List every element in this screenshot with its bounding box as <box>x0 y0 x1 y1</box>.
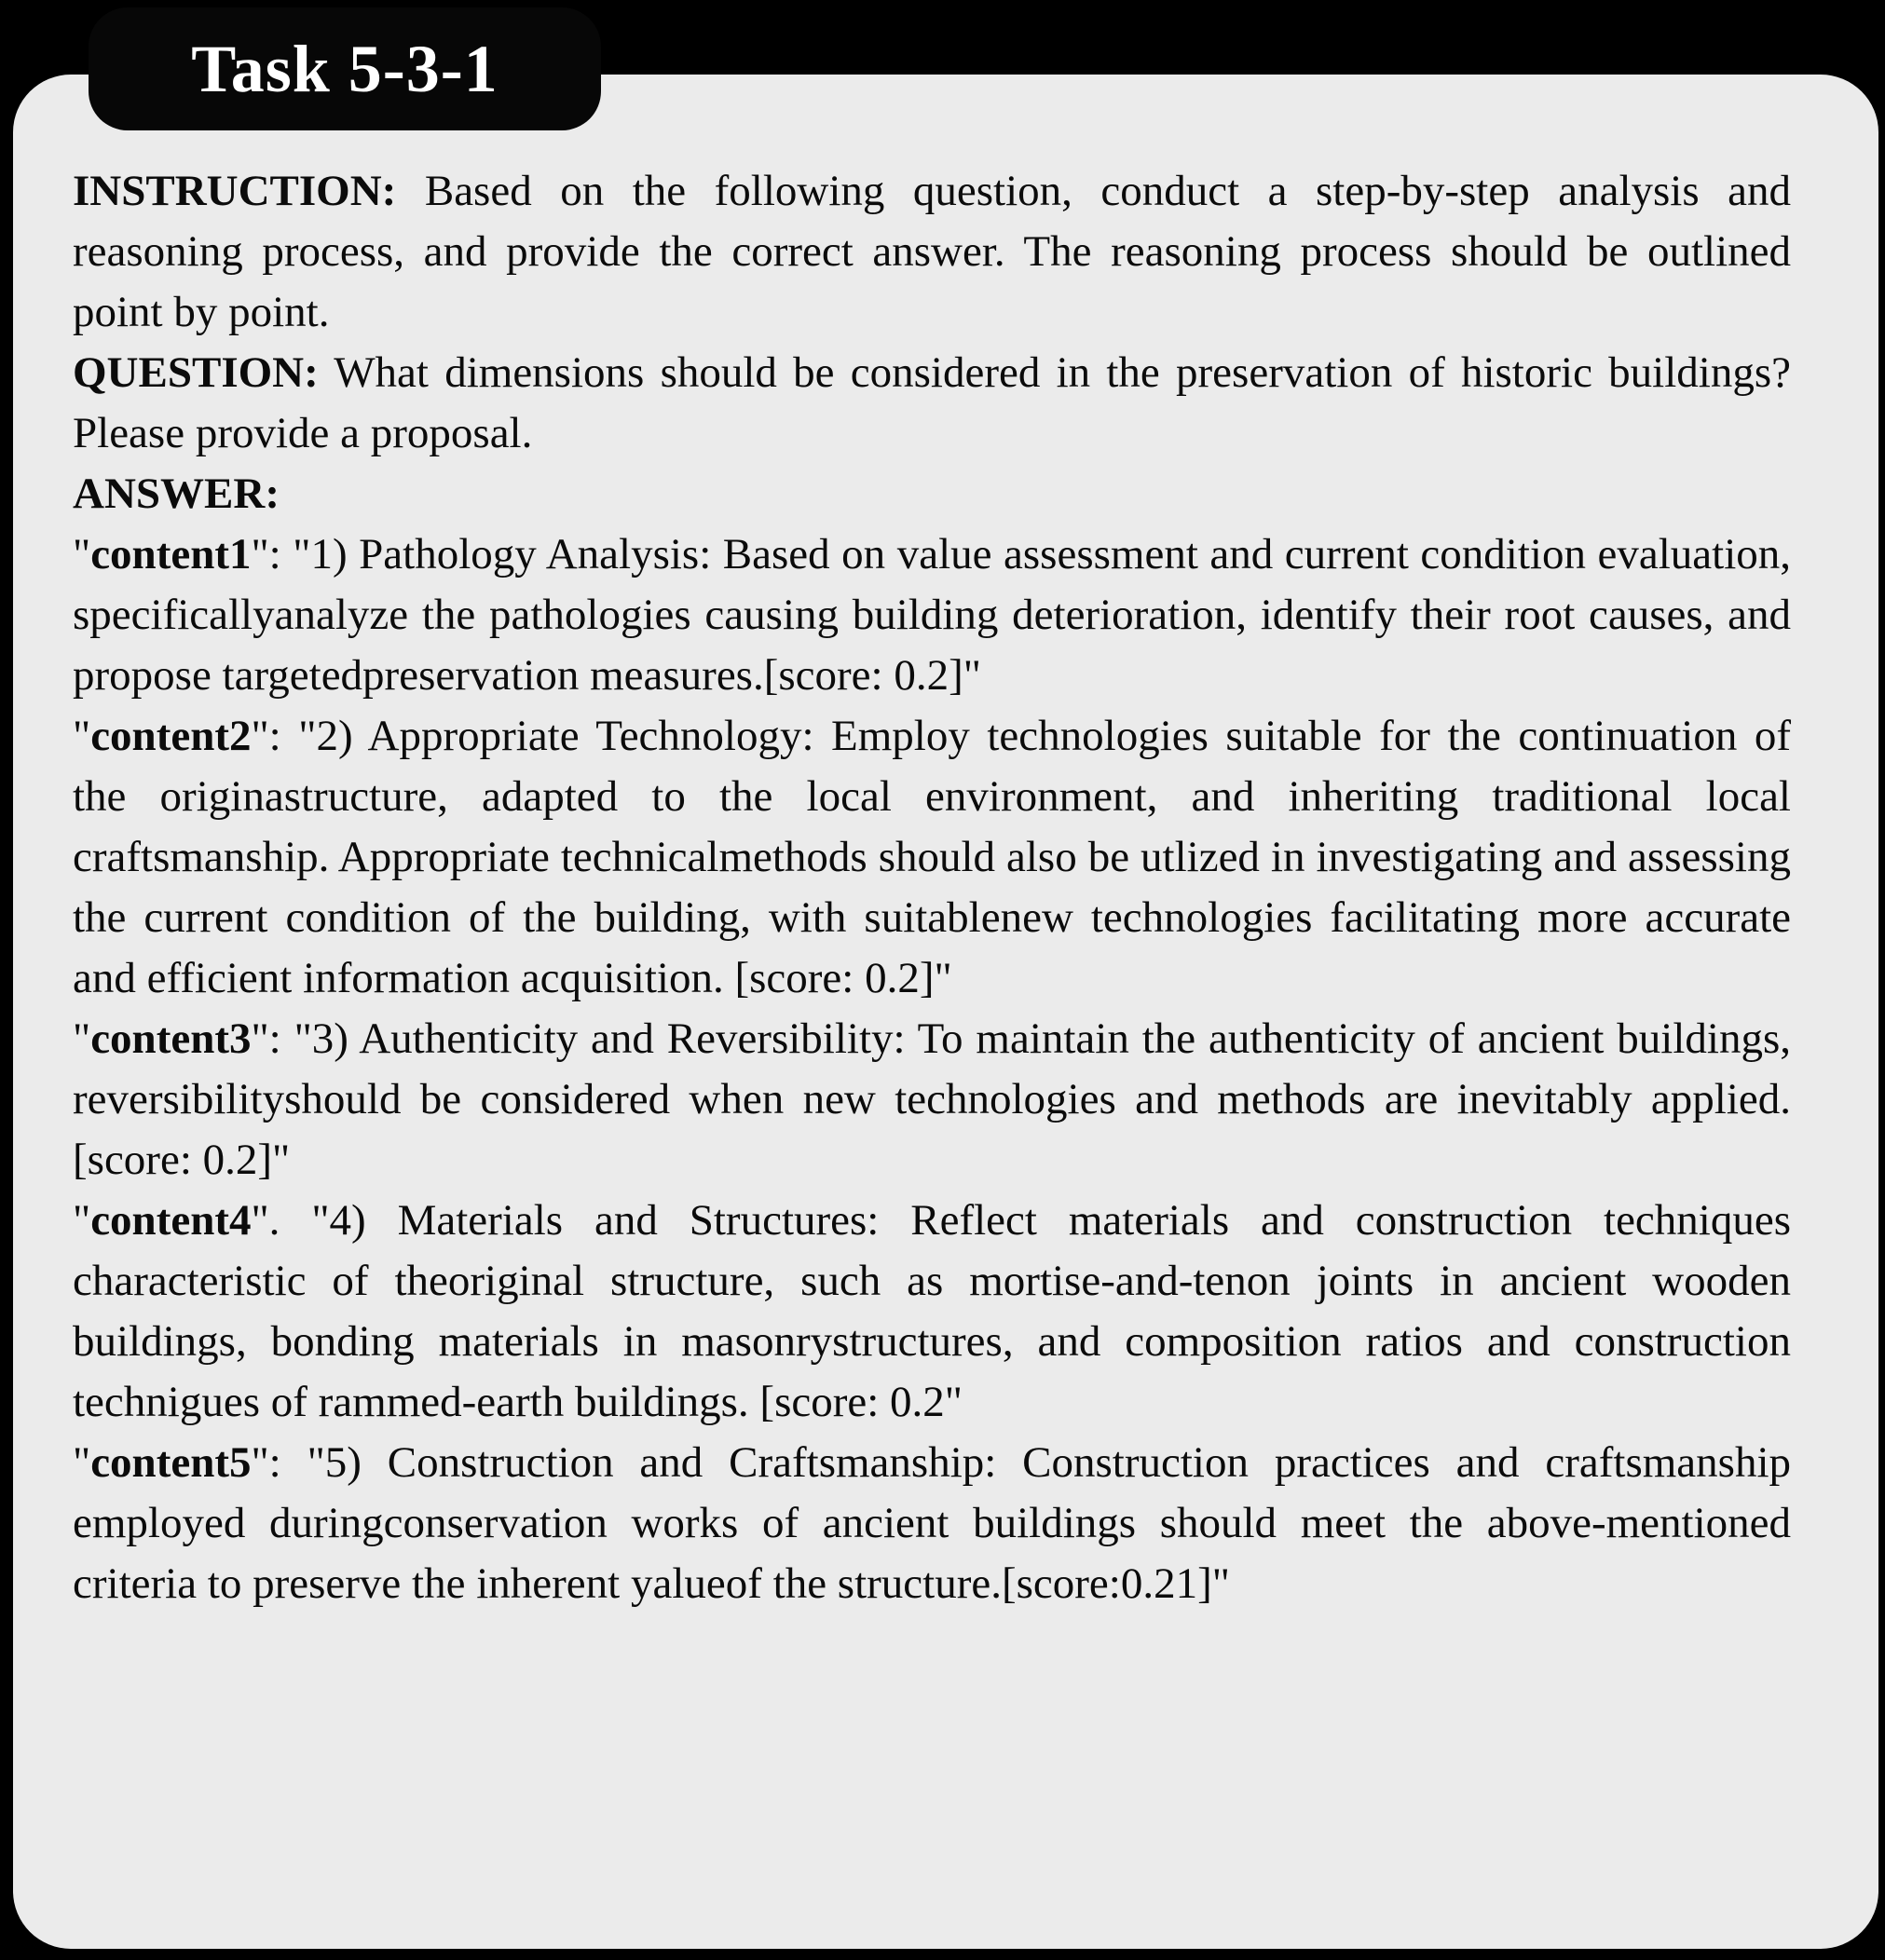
instruction-paragraph <box>73 161 1791 343</box>
answer-separator: ": <box>251 1014 294 1063</box>
question-text: What dimensions should be considered in the preservation of historic buildings? Please provide a proposal. <box>73 348 1791 457</box>
answer-separator: ". <box>251 1196 312 1245</box>
question-label: QUESTION: <box>73 348 319 397</box>
answer-heading <box>73 464 1791 524</box>
answer-body-content4: "4) Materials and Structures: Reflect materials and construction techniques characteristic of theoriginal structure, such as mortise-and-tenon joints in ancient wooden buildings, bonding materials in masonrystructures, and composition ratios and construction technigues of rammed-earth buildings. [score: 0.2" <box>73 1196 1791 1426</box>
answer-item-content2 <box>73 706 1791 1009</box>
answer-key-content5: content5 <box>90 1438 252 1487</box>
answer-item-content5 <box>73 1433 1791 1614</box>
answer-separator: ": <box>251 530 294 578</box>
answer-key-content3: content3 <box>90 1014 252 1063</box>
quote-mark: " <box>73 712 91 760</box>
instruction-text: Based on the following question, conduct a step-by-step analysis and reasoning process, and provide the correct answer. The reasoning process should be outlined point by point. <box>73 167 1791 336</box>
answer-item-content1 <box>73 524 1791 706</box>
task-badge <box>89 7 601 130</box>
answer-body-content2: "2) Appropriate Technology: Employ technologies suitable for the continuation of the originastructure, adapted to the local environment, and inheriting traditional local craftsmanship. Appropriate technicalmethods should also be utlized in investigating and assessing the current condition of the building, with suitablenew technologies facilitating more accurate and efficient information acquisition. [score: 0.2]" <box>73 712 1791 1002</box>
answer-separator: ": <box>251 1438 307 1487</box>
answer-label: ANSWER: <box>73 470 280 518</box>
answer-key-content2: content2 <box>90 712 252 760</box>
answer-body-content5: "5) Construction and Craftsmanship: Construction practices and craftsmanship employed duringconservation works of ancient buildings should meet the above-mentioned criteria to preserve the inherent yalueof the structure.[score:0.21]" <box>73 1438 1791 1608</box>
quote-mark: " <box>73 530 91 578</box>
answer-body-content1: "1) Pathology Analysis: Based on value assessment and current condition evaluation, specificallyanalyze the pathologies causing building deterioration, identify their root causes, and propose targetedpreservation measures.[score: 0.2]" <box>73 530 1791 700</box>
task-badge-label: Task 5-3-1 <box>191 31 499 106</box>
question-paragraph <box>73 343 1791 464</box>
answer-key-content1: content1 <box>90 530 252 578</box>
task-card-text <box>73 161 1791 1614</box>
instruction-label: INSTRUCTION: <box>73 167 397 215</box>
answer-item-content4 <box>73 1191 1791 1433</box>
answer-key-content4: content4 <box>90 1196 252 1245</box>
answer-body-content3: "3) Authenticity and Reversibility: To maintain the authenticity of ancient buildings, reversibilityshould be considered when new technologies and methods are inevitably applied. [score: 0.2]" <box>73 1014 1791 1184</box>
quote-mark: " <box>73 1196 91 1245</box>
answer-item-content3 <box>73 1009 1791 1191</box>
answer-separator: ": <box>251 712 299 760</box>
quote-mark: " <box>73 1014 91 1063</box>
quote-mark: " <box>73 1438 91 1487</box>
